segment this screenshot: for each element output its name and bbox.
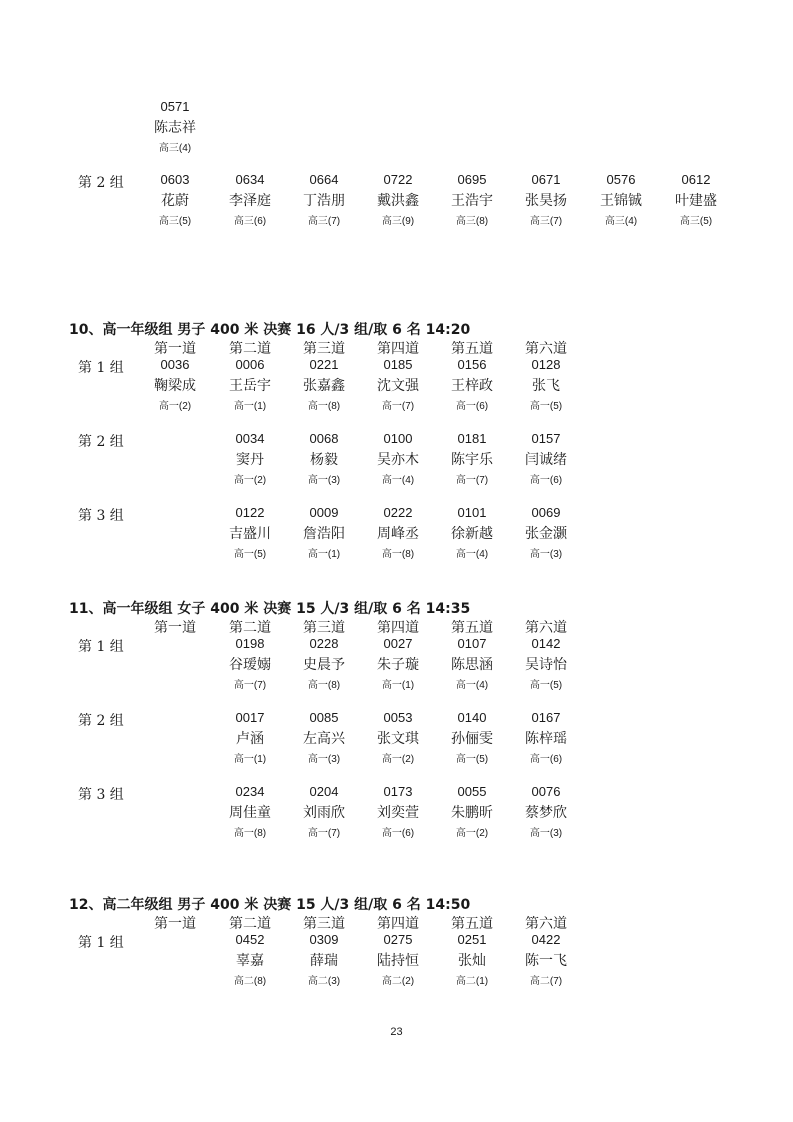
athlete-number: 0722 xyxy=(383,172,413,187)
athlete-class: 高一(5) xyxy=(529,401,563,412)
athlete-class: 高一(7) xyxy=(381,401,415,412)
athlete-name: 沈文强 xyxy=(377,378,419,394)
lane-header: 第五道 xyxy=(451,916,493,932)
athlete-class: 高三(9) xyxy=(381,216,415,227)
athlete-name: 张飞 xyxy=(532,378,560,394)
athlete-name: 吴诗怡 xyxy=(525,657,567,673)
athlete-number: 0612 xyxy=(681,172,711,187)
athlete-name: 闫诚绪 xyxy=(525,452,567,468)
group-label: 第 1 组 xyxy=(78,935,124,951)
athlete-name: 陈思涵 xyxy=(451,657,493,673)
athlete-name: 陆持恒 xyxy=(377,953,419,969)
athlete-name: 朱鹏昕 xyxy=(451,805,493,821)
group-label: 第 1 组 xyxy=(78,639,124,655)
athlete-class: 高一(3) xyxy=(307,754,341,765)
athlete-class: 高三(5) xyxy=(158,216,192,227)
athlete-class: 高一(2) xyxy=(233,475,267,486)
athlete-number: 0222 xyxy=(383,505,413,520)
athlete-class: 高一(6) xyxy=(381,828,415,839)
athlete-number: 0053 xyxy=(383,710,413,725)
group-label: 第 1 组 xyxy=(78,360,124,376)
athlete-name: 蔡梦欣 xyxy=(525,805,567,821)
athlete-number: 0275 xyxy=(383,932,413,947)
athlete-name: 詹浩阳 xyxy=(303,526,345,542)
athlete-class: 高一(5) xyxy=(233,549,267,560)
athlete-number: 0198 xyxy=(235,636,265,651)
athlete-class: 高三(4) xyxy=(604,216,638,227)
athlete-number: 0101 xyxy=(457,505,487,520)
athlete-class: 高一(7) xyxy=(233,680,267,691)
athlete-name: 吉盛川 xyxy=(229,526,271,542)
athlete-name: 谷瑷嫋 xyxy=(229,657,271,673)
athlete-number: 0671 xyxy=(531,172,561,187)
athlete-name: 张昊扬 xyxy=(525,193,567,209)
athlete-class: 高二(7) xyxy=(529,976,563,987)
athlete-number: 0069 xyxy=(531,505,561,520)
athlete-number: 0157 xyxy=(531,431,561,446)
athlete-name: 陈宇乐 xyxy=(451,452,493,468)
athlete-number: 0140 xyxy=(457,710,487,725)
athlete-number: 0576 xyxy=(606,172,636,187)
athlete-number: 0603 xyxy=(160,172,190,187)
athlete-class: 高一(7) xyxy=(455,475,489,486)
athlete-class: 高一(3) xyxy=(529,828,563,839)
lane-header: 第三道 xyxy=(303,341,345,357)
athlete-class: 高一(3) xyxy=(529,549,563,560)
lane-header: 第四道 xyxy=(377,916,419,932)
athlete-name: 陈一飞 xyxy=(525,953,567,969)
group-label: 第 2 组 xyxy=(78,175,124,191)
athlete-number: 0228 xyxy=(309,636,339,651)
lane-header: 第四道 xyxy=(377,620,419,636)
athlete-class: 高一(8) xyxy=(307,680,341,691)
athlete-name: 杨毅 xyxy=(310,452,338,468)
athlete-class: 高三(7) xyxy=(529,216,563,227)
athlete-class: 高一(2) xyxy=(455,828,489,839)
athlete-number: 0122 xyxy=(235,505,265,520)
athlete-number: 0695 xyxy=(457,172,487,187)
athlete-class: 高二(1) xyxy=(455,976,489,987)
athlete-name: 张金灏 xyxy=(525,526,567,542)
athlete-name: 叶建盛 xyxy=(675,193,717,209)
athlete-number: 0173 xyxy=(383,784,413,799)
athlete-name: 左高兴 xyxy=(303,731,345,747)
athlete-name: 王锦铖 xyxy=(600,193,642,209)
lane-header: 第六道 xyxy=(525,341,567,357)
athlete-number: 0221 xyxy=(309,357,339,372)
lane-header: 第四道 xyxy=(377,341,419,357)
athlete-name: 徐新越 xyxy=(451,526,493,542)
lane-header: 第六道 xyxy=(525,916,567,932)
athlete-class: 高一(4) xyxy=(455,680,489,691)
athlete-number: 0251 xyxy=(457,932,487,947)
athlete-class: 高一(4) xyxy=(455,549,489,560)
athlete-number: 0156 xyxy=(457,357,487,372)
lane-header: 第三道 xyxy=(303,916,345,932)
athlete-number: 0452 xyxy=(235,932,265,947)
athlete-number: 0009 xyxy=(309,505,339,520)
lane-header: 第一道 xyxy=(154,620,196,636)
page-number: 23 xyxy=(390,1026,403,1038)
lane-header: 第三道 xyxy=(303,620,345,636)
athlete-number: 0422 xyxy=(531,932,561,947)
athlete-name: 周佳童 xyxy=(229,805,271,821)
athlete-number: 0634 xyxy=(235,172,265,187)
athlete-number: 0068 xyxy=(309,431,339,446)
group-label: 第 2 组 xyxy=(78,713,124,729)
athlete-name: 辜嘉 xyxy=(236,953,264,969)
group-label: 第 3 组 xyxy=(78,508,124,524)
lane-header: 第一道 xyxy=(154,916,196,932)
athlete-class: 高三(7) xyxy=(307,216,341,227)
athlete-name: 薛瑞 xyxy=(310,953,338,969)
athlete-class: 高一(6) xyxy=(529,754,563,765)
athlete-class: 高一(8) xyxy=(233,828,267,839)
athlete-number: 0076 xyxy=(531,784,561,799)
athlete-class: 高一(3) xyxy=(307,475,341,486)
athlete-name: 丁浩朋 xyxy=(303,193,345,209)
lane-header: 第二道 xyxy=(229,341,271,357)
athlete-class: 高二(2) xyxy=(381,976,415,987)
athlete-class: 高一(6) xyxy=(455,401,489,412)
athlete-number: 0128 xyxy=(531,357,561,372)
group-label: 第 2 组 xyxy=(78,434,124,450)
athlete-number: 0100 xyxy=(383,431,413,446)
athlete-number: 0181 xyxy=(457,431,487,446)
athlete-number: 0204 xyxy=(309,784,339,799)
athlete-number: 0006 xyxy=(235,357,265,372)
section-title: 10、高一年级组 男子 400 米 决赛 16 人/3 组/取 6 名 14:20 xyxy=(69,322,471,338)
athlete-number: 0185 xyxy=(383,357,413,372)
athlete-name: 张嘉鑫 xyxy=(303,378,345,394)
athlete-class: 高二(3) xyxy=(307,976,341,987)
section-title: 12、高二年级组 男子 400 米 决赛 15 人/3 组/取 6 名 14:50 xyxy=(69,897,471,913)
lane-header: 第五道 xyxy=(451,620,493,636)
athlete-name: 朱子璇 xyxy=(377,657,419,673)
athlete-class: 高三(4) xyxy=(158,143,192,154)
athlete-class: 高二(8) xyxy=(233,976,267,987)
lane-header: 第六道 xyxy=(525,620,567,636)
athlete-number: 0664 xyxy=(309,172,339,187)
athlete-name: 窦丹 xyxy=(236,452,264,468)
athlete-number: 0309 xyxy=(309,932,339,947)
athlete-name: 鞠梁成 xyxy=(154,378,196,394)
athlete-class: 高一(6) xyxy=(529,475,563,486)
athlete-number: 0055 xyxy=(457,784,487,799)
athlete-class: 高一(5) xyxy=(529,680,563,691)
athlete-name: 刘雨欣 xyxy=(303,805,345,821)
athlete-class: 高一(7) xyxy=(307,828,341,839)
athlete-class: 高三(8) xyxy=(455,216,489,227)
athlete-number: 0234 xyxy=(235,784,265,799)
athlete-name: 史晨予 xyxy=(303,657,345,673)
athlete-class: 高一(1) xyxy=(381,680,415,691)
athlete-class: 高一(4) xyxy=(381,475,415,486)
athlete-name: 刘奕萱 xyxy=(377,805,419,821)
athlete-number: 0571 xyxy=(160,99,190,114)
athlete-number: 0107 xyxy=(457,636,487,651)
athlete-number: 0085 xyxy=(309,710,339,725)
athlete-name: 周峰丞 xyxy=(377,526,419,542)
athlete-name: 戴洪鑫 xyxy=(377,193,419,209)
athlete-class: 高一(8) xyxy=(381,549,415,560)
group-label: 第 3 组 xyxy=(78,787,124,803)
athlete-name: 孙俪雯 xyxy=(451,731,493,747)
lane-header: 第二道 xyxy=(229,916,271,932)
athlete-name: 张灿 xyxy=(458,953,486,969)
athlete-name: 卢涵 xyxy=(236,731,264,747)
athlete-name: 王浩宇 xyxy=(451,193,493,209)
athlete-class: 高一(1) xyxy=(307,549,341,560)
athlete-number: 0017 xyxy=(235,710,265,725)
athlete-class: 高三(6) xyxy=(233,216,267,227)
lane-header: 第二道 xyxy=(229,620,271,636)
athlete-name: 王梓政 xyxy=(451,378,493,394)
lane-header: 第一道 xyxy=(154,341,196,357)
athlete-number: 0036 xyxy=(160,357,190,372)
athlete-name: 陈志祥 xyxy=(154,120,196,136)
lane-header: 第五道 xyxy=(451,341,493,357)
athlete-name: 张文琪 xyxy=(377,731,419,747)
athlete-number: 0142 xyxy=(531,636,561,651)
athlete-class: 高三(5) xyxy=(679,216,713,227)
athlete-number: 0034 xyxy=(235,431,265,446)
athlete-class: 高一(2) xyxy=(381,754,415,765)
athlete-class: 高一(1) xyxy=(233,754,267,765)
athlete-class: 高一(8) xyxy=(307,401,341,412)
athlete-number: 0027 xyxy=(383,636,413,651)
athlete-class: 高一(2) xyxy=(158,401,192,412)
athlete-name: 李泽庭 xyxy=(229,193,271,209)
athlete-class: 高一(5) xyxy=(455,754,489,765)
athlete-name: 王岳宇 xyxy=(229,378,271,394)
athlete-name: 花蔚 xyxy=(161,193,189,209)
athlete-name: 吴亦木 xyxy=(377,452,419,468)
athlete-number: 0167 xyxy=(531,710,561,725)
section-title: 11、高一年级组 女子 400 米 决赛 15 人/3 组/取 6 名 14:35 xyxy=(69,601,471,617)
athlete-class: 高一(1) xyxy=(233,401,267,412)
athlete-name: 陈梓瑶 xyxy=(525,731,567,747)
